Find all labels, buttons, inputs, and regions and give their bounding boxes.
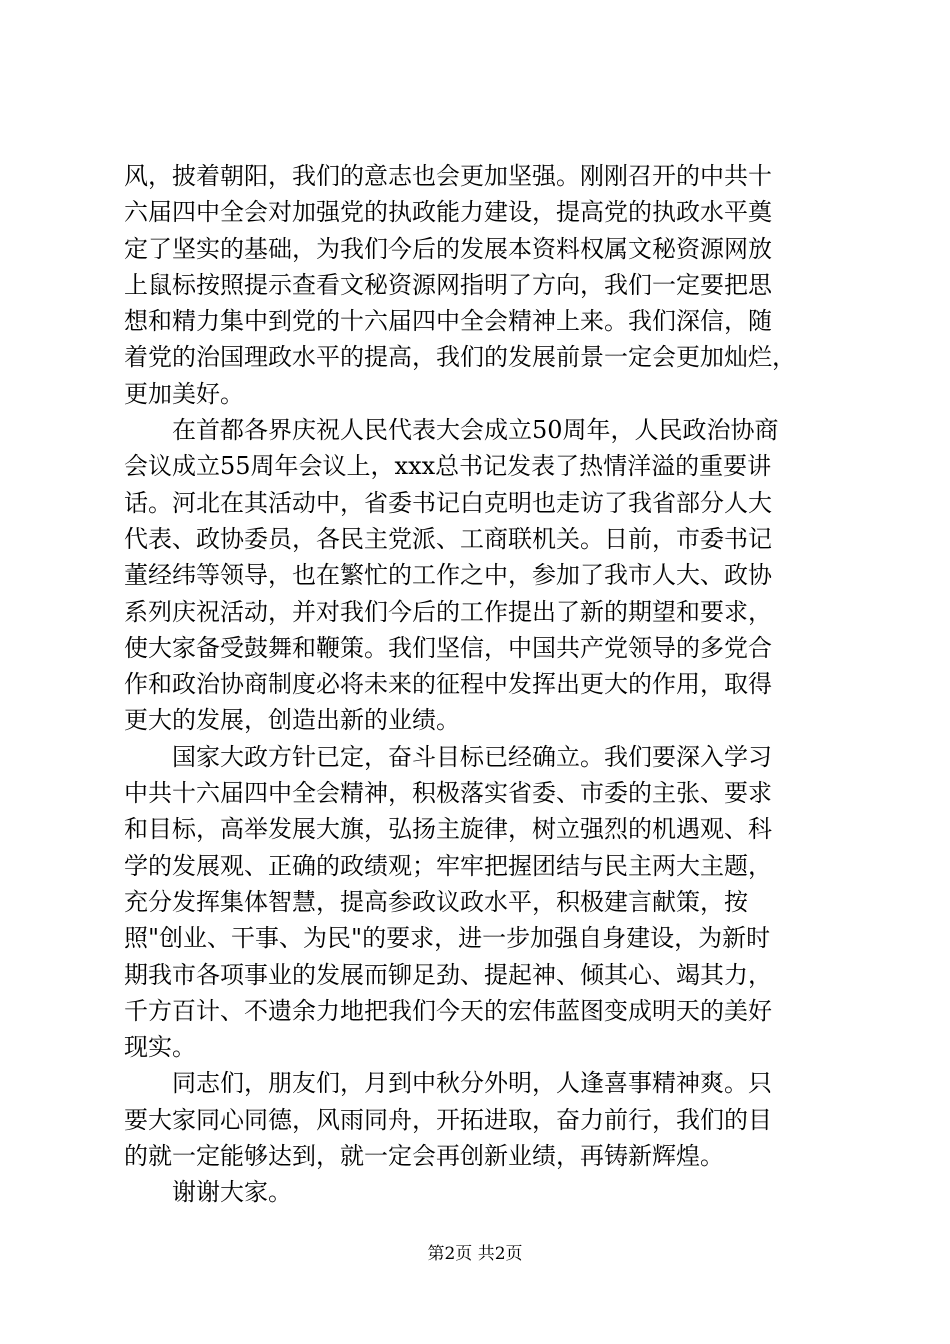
document-body (124, 158, 832, 1211)
paragraph-closing-appeal: 同志们，朋友们，月到中秋分外明，人逢喜事精神爽。只 要大家同心同德，风雨同舟，开拓进取，奋力前行，我们的目 的就一定能够达到，就一定会再创新业绩，再铸新辉煌。 (124, 1069, 772, 1171)
page-number-footer: 第2页 共2页 (427, 1244, 523, 1264)
paragraph-thanks: 谢谢大家。 (124, 1178, 292, 1207)
paragraph-policy-goals: 国家大政方针已定，奋斗目标已经确立。我们要深入学习 中共十六届四中全会精神，积极落实省委、市委的主张、要求 和目标，高举发展大旗，弘扬主旋律，树立强烈的机遇观、科 学的发展观、正确的政绩观；牢牢把握团结与民主两大主题， 充分发挥集体智慧，提高参政议政水平，积极建言献策，按 照"创业、干事、为民"的要求，进一步加强自身建设，为新时 期我市各项事业的发展而铆足劲、提起神、倾其心、竭其力， 千方百计、不遗余力地把我们今天的宏伟蓝图变成明天的美好 现实。 (124, 742, 772, 1062)
paragraph-continuation: 风，披着朝阳，我们的意志也会更加坚强。刚刚召开的中共十 六届四中全会对加强党的执政能力建设，提高党的执政水平奠 定了坚实的基础，为我们今后的发展本资料权属文秘资源网放 上鼠标按照提示查看文秘资源网指明了方向，我们一定要把思 想和精力集中到党的十六届四中全会精神上来。我们深信，随 着党的治国理政水平的提高，我们的发展前景一定会更加灿烂， 更加美好。 (124, 162, 796, 408)
paragraph-anniversary-speech: 在首都各界庆祝人民代表大会成立50周年，人民政治协商 会议成立55周年会议上，xxx总书记发表了热情洋溢的重要讲 话。河北在其活动中，省委书记白克明也走访了我省部分人大 代表、政协委员，各民主党派、工商联机关。日前，市委书记 董经纬等领导，也在繁忙的工作之中，参加了我市人大、政协 系列庆祝活动，并对我们今后的工作提出了新的期望和要求， 使大家备受鼓舞和鞭策。我们坚信，中国共产党领导的多党合 作和政治协商制度必将未来的征程中发挥出更大的作用，取得 更大的发展，创造出新的业绩。 (124, 416, 779, 735)
